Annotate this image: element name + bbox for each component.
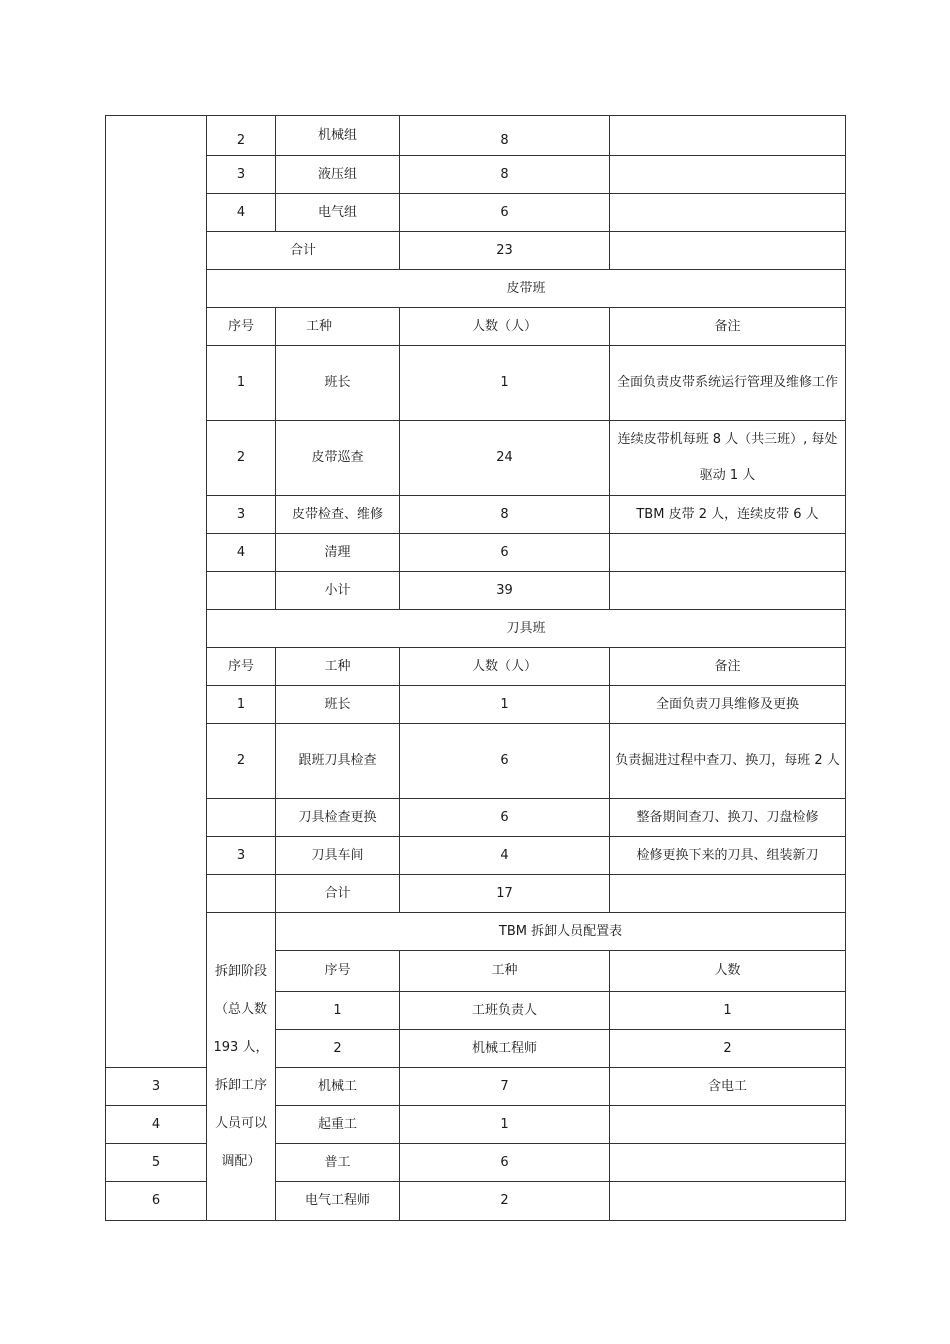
belt-team-title: 皮带班 — [207, 270, 846, 308]
note-cell: 连续皮带机每班 8 人（共三班）, 每处驱动 1 人 — [610, 421, 846, 496]
job-type-cell: 电气工程师 — [276, 1182, 400, 1221]
count-cell: 6 — [400, 534, 610, 572]
count-cell: 2 — [400, 1182, 610, 1221]
count-cell: 1 — [610, 992, 846, 1030]
count-cell: 1 — [400, 1106, 610, 1144]
seq-cell: 3 — [207, 496, 276, 534]
seq-cell: 4 — [207, 534, 276, 572]
note-cell — [610, 1144, 846, 1182]
header-job-type: 工种 — [276, 648, 400, 686]
count-cell: 6 — [400, 799, 610, 837]
count-cell: 6 — [400, 194, 610, 232]
staffing-table — [105, 115, 846, 1221]
count-cell: 4 — [400, 837, 610, 875]
note-cell — [610, 534, 846, 572]
seq-cell: 1 — [207, 346, 276, 421]
note-cell — [610, 875, 846, 913]
dismantle-stage-label: 拆卸阶段（总人数 193 人，拆卸工序人员可以调配） — [207, 913, 276, 1221]
note-cell: 整备期间查刀、换刀、刀盘检修 — [610, 799, 846, 837]
seq-cell: 5 — [106, 1144, 207, 1182]
seq-cell: 4 — [106, 1106, 207, 1144]
seq-cell: 1 — [207, 686, 276, 724]
cutter-team-title: 刀具班 — [207, 610, 846, 648]
job-type-cell: 皮带检查、维修 — [276, 496, 400, 534]
note-cell: 全面负责皮带系统运行管理及维修工作 — [610, 346, 846, 421]
table-row — [106, 156, 846, 194]
job-type-cell: 液压组 — [276, 156, 400, 194]
job-type-cell: 机械组 — [276, 116, 400, 156]
note-cell — [610, 232, 846, 270]
table-row — [106, 724, 846, 799]
section-title-row — [106, 270, 846, 308]
total-count: 17 — [400, 875, 610, 913]
header-job-type: 工种 — [400, 951, 610, 992]
count-cell: 2 — [610, 1030, 846, 1068]
seq-cell: 2 — [207, 724, 276, 799]
header-count: 人数（人） — [400, 308, 610, 346]
header-seq: 序号 — [276, 951, 400, 992]
section-title-row — [106, 610, 846, 648]
job-type-cell: 班长 — [276, 346, 400, 421]
job-type-cell: 清理 — [276, 534, 400, 572]
header-job-type: 工种 — [276, 308, 400, 346]
count-cell: 8 — [400, 156, 610, 194]
job-type-cell: 电气组 — [276, 194, 400, 232]
table-row — [106, 116, 846, 156]
total-count: 23 — [400, 232, 610, 270]
job-type-cell: 起重工 — [276, 1106, 400, 1144]
count-cell: 1 — [400, 686, 610, 724]
seq-cell: 1 — [276, 992, 400, 1030]
seq-cell — [207, 875, 276, 913]
note-cell — [610, 156, 846, 194]
stage-cell-empty — [106, 116, 207, 1068]
count-cell: 1 — [400, 346, 610, 421]
header-note: 备注 — [610, 308, 846, 346]
note-cell: 含电工 — [610, 1068, 846, 1106]
header-note: 备注 — [610, 648, 846, 686]
total-label: 合计 — [207, 232, 400, 270]
seq-cell: 2 — [276, 1030, 400, 1068]
note-cell: TBM 皮带 2 人，连续皮带 6 人 — [610, 496, 846, 534]
seq-cell: 3 — [207, 156, 276, 194]
header-seq: 序号 — [207, 648, 276, 686]
header-count: 人数 — [610, 951, 846, 992]
seq-cell — [207, 572, 276, 610]
note-cell — [610, 1182, 846, 1221]
header-seq: 序号 — [207, 308, 276, 346]
table-row-total — [106, 875, 846, 913]
job-type-cell: 刀具检查更换 — [276, 799, 400, 837]
count-cell: 6 — [400, 724, 610, 799]
count-cell: 8 — [400, 116, 610, 156]
subtotal-label: 小计 — [276, 572, 400, 610]
table-row-subtotal — [106, 572, 846, 610]
seq-cell: 2 — [207, 421, 276, 496]
table-row — [106, 837, 846, 875]
header-count: 人数（人） — [400, 648, 610, 686]
table-row-total — [106, 232, 846, 270]
table-row — [106, 194, 846, 232]
job-type-cell: 班长 — [276, 686, 400, 724]
table-row — [106, 496, 846, 534]
seq-cell: 2 — [207, 116, 276, 156]
seq-cell: 4 — [207, 194, 276, 232]
note-cell — [610, 1106, 846, 1144]
count-cell: 24 — [400, 421, 610, 496]
note-cell: 负责掘进过程中查刀、换刀，每班 2 人 — [610, 724, 846, 799]
table-row — [106, 799, 846, 837]
table-row — [106, 686, 846, 724]
seq-cell: 6 — [106, 1182, 207, 1221]
note-cell — [610, 116, 846, 156]
seq-cell: 3 — [207, 837, 276, 875]
job-type-cell: 机械工 — [276, 1068, 400, 1106]
note-cell: 全面负责刀具维修及更换 — [610, 686, 846, 724]
table-row — [106, 346, 846, 421]
note-cell — [610, 572, 846, 610]
table-row — [106, 421, 846, 496]
count-cell: 6 — [400, 1144, 610, 1182]
job-type-cell: 普工 — [276, 1144, 400, 1182]
count-cell: 8 — [400, 496, 610, 534]
note-cell: 检修更换下来的刀具、组装新刀 — [610, 837, 846, 875]
job-type-cell: 跟班刀具检查 — [276, 724, 400, 799]
section-title-row — [106, 913, 846, 951]
job-type-cell: 工班负责人 — [400, 992, 610, 1030]
subtotal-count: 39 — [400, 572, 610, 610]
job-type-cell: 机械工程师 — [400, 1030, 610, 1068]
seq-cell: 3 — [106, 1068, 207, 1106]
job-type-cell: 皮带巡查 — [276, 421, 400, 496]
header-row — [106, 308, 846, 346]
count-cell: 7 — [400, 1068, 610, 1106]
table-row — [106, 534, 846, 572]
job-type-cell: 刀具车间 — [276, 837, 400, 875]
seq-cell — [207, 799, 276, 837]
note-cell — [610, 194, 846, 232]
dismantle-table-title: TBM 拆卸人员配置表 — [276, 913, 846, 951]
total-label: 合计 — [276, 875, 400, 913]
header-row — [106, 648, 846, 686]
